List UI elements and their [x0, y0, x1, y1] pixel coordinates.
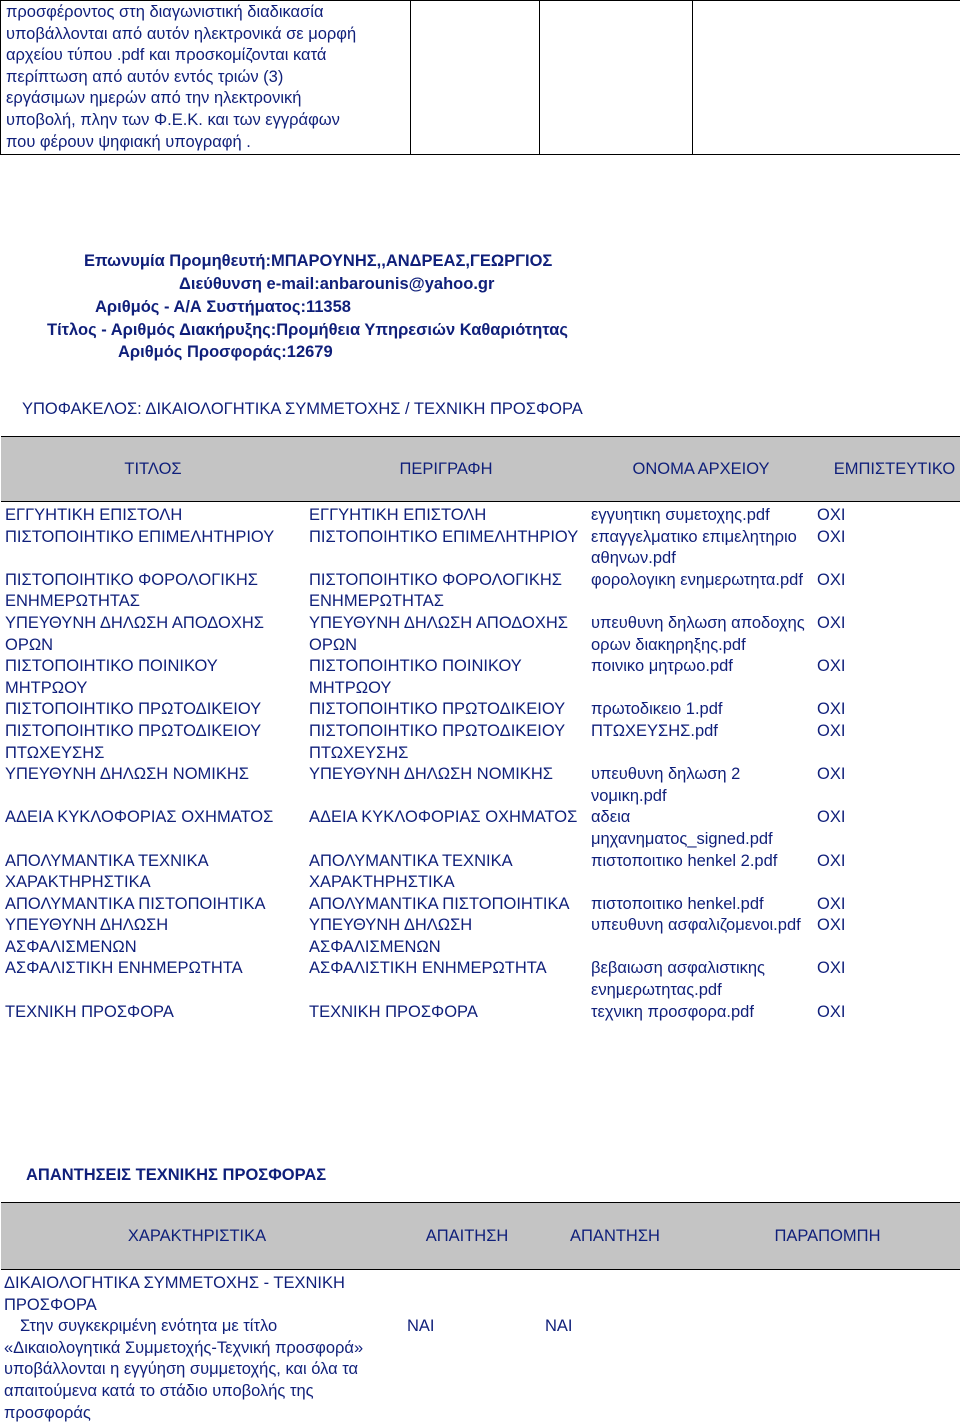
doc-description-cell: ΤΕΧΝΙΚΗ ΠΡΟΣΦΟΡΑ	[309, 1002, 478, 1021]
top-line: προσφέροντος στη διαγωνιστική διαδικασία	[6, 3, 324, 21]
doc-confidential-cell: ΟΧΙ	[817, 765, 846, 784]
doc-confidential-cell: ΟΧΙ	[817, 570, 846, 589]
response-reference	[689, 1316, 960, 1424]
doc-filename-cell: ποινικο μητρωο.pdf	[591, 657, 733, 676]
col-header-description: ΠΕΡΙΓΡΑΦΗ	[305, 437, 587, 502]
doc-filename-cell: υπευθυνη ασφαλιζομενοι.pdf	[591, 916, 801, 935]
envelope-title: ΥΠΟΦΑΚΕΛΟΣ: ΔΙΚΑΙΟΛΟΓΗΤΙΚΑ ΣΥΜΜΕΤΟΧΗΣ / ΤΕΧΝΙΚΗ ΠΡΟΣΦΟΡΑ	[22, 400, 583, 418]
doc-description-cell: ΥΠΕΥΘΥΝΗ ΔΗΛΩΣΗ ΑΣΦΑΛΙΣΜΕΝΩΝ	[309, 916, 473, 956]
table-row	[1, 1002, 960, 1024]
doc-confidential-cell: ΟΧΙ	[817, 916, 846, 935]
table-row	[1, 894, 960, 916]
doc-description-cell: ΑΠΟΛΥΜΑΝΤΙΚΑ ΠΙΣΤΟΠΟΙΗΤΙΚΑ	[309, 894, 570, 913]
doc-description-cell: ΠΙΣΤΟΠΟΙΗΤΙΚΟ ΠΡΩΤΟΔΙΚΕΙΟΥ ΠΤΩΧΕΥΣΗΣ	[309, 721, 565, 762]
table-row	[1, 807, 960, 850]
doc-confidential-cell: ΟΧΙ	[817, 1002, 846, 1021]
top-line: υποβάλλονται από αυτόν ηλεκτρονικά σε μορφή	[6, 24, 357, 43]
doc-title-cell: ΥΠΕΥΘΥΝΗ ΔΗΛΩΣΗ ΑΠΟΔΟΧΗΣ ΟΡΩΝ	[5, 613, 264, 654]
doc-filename-cell: βεβαιωση ασφαλιστικης ενημερωτητας.pdf	[591, 959, 765, 1000]
doc-confidential-cell: ΟΧΙ	[817, 700, 846, 719]
doc-title-cell: ΤΕΧΝΙΚΗ ΠΡΟΣΦΟΡΑ	[5, 1002, 174, 1021]
doc-filename-cell: πιστοποιτικο henkel.pdf	[591, 894, 764, 913]
doc-description-cell: ΑΔΕΙΑ ΚΥΚΛΟΦΟΡΙΑΣ ΟΧΗΜΑΤΟΣ	[309, 808, 578, 827]
documents-header-row	[1, 437, 960, 502]
doc-title-cell: ΑΔΕΙΑ ΚΥΚΛΟΦΟΡΙΑΣ ΟΧΗΜΑΤΟΣ	[5, 808, 274, 827]
doc-filename-cell: πιστοποιτικο henkel 2.pdf	[591, 851, 778, 870]
top-text-cell	[1, 1, 411, 155]
doc-filename-cell: εγγυητικη συμετοχης.pdf	[591, 506, 770, 524]
doc-description-cell: ΑΠΟΛΥΜΑΝΤΙΚΑ ΤΕΧΝΙΚΑ ΧΑΡΑΚΤΗΡΗΣΤΙΚΑ	[309, 851, 512, 892]
table-row	[1, 958, 960, 1001]
table-row	[1, 699, 960, 721]
response-text: Στην συγκεκριμένη ενότητα με τίτλο «Δικαιολογητικά Συμμετοχής-Τεχνική προσφορά» υποβάλλονται η εγγύηση συμμετοχής, και όλα τα απαιτούμενα κατά το στάδιο υποβολής της προσφοράς	[4, 1317, 364, 1422]
response-answer: ΝΑΙ	[545, 1317, 573, 1336]
response-row	[1, 1316, 960, 1424]
tender-title: Τίτλος - Αριθμός Διακήρυξης:Προμήθεια Υπηρεσιών Καθαριότητας	[47, 321, 568, 339]
supplier-name: Επωνυμία Προμηθευτή:ΜΠΑΡΟΥΝΗΣ,,ΑΝΔΡΕΑΣ,ΓΕΩΡΓΙΟΣ	[84, 252, 553, 270]
col-header-reference: ΠΑΡΑΠΟΜΠΗ	[689, 1203, 960, 1270]
top-empty-cell	[693, 1, 960, 155]
col-header-confidential: ΕΜΠΙΣΤΕΥΤΙΚΟ	[815, 437, 960, 502]
top-partial-table	[0, 0, 960, 155]
documents-table	[1, 436, 960, 1023]
doc-title-cell: ΑΣΦΑΛΙΣΤΙΚΗ ΕΝΗΜΕΡΩΤΗΤΑ	[5, 959, 243, 978]
responses-header-row	[1, 1203, 960, 1270]
doc-confidential-cell: ΟΧΙ	[817, 721, 846, 740]
doc-filename-cell: φορολογικη ενημερωτητα.pdf	[591, 570, 803, 589]
doc-filename-cell: υπευθυνη δηλωση 2 νομικη.pdf	[591, 765, 741, 805]
col-header-requirement: ΑΠΑΙΤΗΣΗ	[393, 1203, 541, 1270]
responses-title: ΑΠΑΝΤΗΣΕΙΣ ΤΕΧΝΙΚΗΣ ΠΡΟΣΦΟΡΑΣ	[26, 1166, 327, 1184]
doc-confidential-cell: ΟΧΙ	[817, 959, 846, 978]
table-row	[1, 851, 960, 894]
doc-title-cell: ΑΠΟΛΥΜΑΝΤΙΚΑ ΤΕΧΝΙΚΑ ΧΑΡΑΚΤΗΡΗΣΤΙΚΑ	[5, 851, 208, 892]
col-header-characteristics: ΧΑΡΑΚΤΗΡΙΣΤΙΚΑ	[1, 1203, 393, 1270]
top-line: αρχείου τύπου .pdf και προσκομίζονται κατά	[6, 46, 327, 65]
offer-number: Αριθμός Προσφοράς:12679	[118, 343, 333, 361]
top-line: που φέρουν ψηφιακή υπογραφή .	[6, 132, 251, 151]
system-number: Αριθμός - Α/Α Συστήματος:11358	[95, 298, 351, 316]
doc-title-cell: ΠΙΣΤΟΠΟΙΗΤΙΚΟ ΦΟΡΟΛΟΓΙΚΗΣ ΕΝΗΜΕΡΩΤΗΤΑΣ	[5, 570, 258, 611]
doc-confidential-cell: ΟΧΙ	[817, 851, 846, 870]
responses-table	[1, 1202, 960, 1424]
section-title: ΔΙΚΑΙΟΛΟΓΗΤΙΚΑ ΣΥΜΜΕΤΟΧΗΣ - ΤΕΧΝΙΚΗ ΠΡΟΣΦΟΡΑ	[4, 1274, 345, 1314]
doc-filename-cell: αδεια μηχανηματος_signed.pdf	[591, 808, 773, 848]
table-row	[1, 505, 960, 527]
top-empty-cell	[540, 1, 693, 155]
col-header-title: ΤΙΤΛΟΣ	[1, 437, 305, 502]
doc-filename-cell: επαγγελματικο επιμελητηριο αθηνων.pdf	[591, 527, 797, 568]
doc-title-cell: ΠΙΣΤΟΠΟΙΗΤΙΚΟ ΕΠΙΜΕΛΗΤΗΡΙΟΥ	[5, 527, 275, 546]
doc-description-cell: ΕΓΓΥΗΤΙΚΗ ΕΠΙΣΤΟΛΗ	[309, 506, 487, 524]
top-empty-cell	[411, 1, 540, 155]
supplier-email: Διεύθυνση e-mail:anbarounis@yahoo.gr	[179, 275, 495, 293]
table-row	[1, 721, 960, 764]
table-row	[1, 527, 960, 570]
doc-confidential-cell: ΟΧΙ	[817, 657, 846, 676]
doc-title-cell: ΠΙΣΤΟΠΟΙΗΤΙΚΟ ΠΟΙΝΙΚΟΥ ΜΗΤΡΩΟΥ	[5, 657, 218, 697]
doc-description-cell: ΠΙΣΤΟΠΟΙΗΤΙΚΟ ΦΟΡΟΛΟΓΙΚΗΣ ΕΝΗΜΕΡΩΤΗΤΑΣ	[309, 570, 562, 611]
top-line: εργάσιμων ημερών από την ηλεκτρονική	[6, 89, 302, 108]
response-requirement: ΝΑΙ	[407, 1317, 435, 1336]
doc-title-cell: ΕΓΓΥΗΤΙΚΗ ΕΠΙΣΤΟΛΗ	[5, 506, 183, 524]
col-header-filename: ΟΝΟΜΑ ΑΡΧΕΙΟΥ	[587, 437, 815, 502]
table-row	[1, 570, 960, 613]
table-row	[1, 613, 960, 656]
doc-description-cell: ΥΠΕΥΘΥΝΗ ΔΗΛΩΣΗ ΑΠΟΔΟΧΗΣ ΟΡΩΝ	[309, 613, 568, 654]
doc-confidential-cell: ΟΧΙ	[817, 894, 846, 913]
doc-description-cell: ΠΙΣΤΟΠΟΙΗΤΙΚΟ ΠΡΩΤΟΔΙΚΕΙΟΥ	[309, 700, 566, 719]
table-row	[1, 764, 960, 807]
doc-confidential-cell: ΟΧΙ	[817, 808, 846, 827]
doc-title-cell: ΑΠΟΛΥΜΑΝΤΙΚΑ ΠΙΣΤΟΠΟΙΗΤΙΚΑ	[5, 894, 266, 913]
doc-description-cell: ΥΠΕΥΘΥΝΗ ΔΗΛΩΣΗ ΝΟΜΙΚΗΣ	[309, 765, 554, 784]
table-row	[1, 915, 960, 958]
doc-title-cell: ΥΠΕΥΘΥΝΗ ΔΗΛΩΣΗ ΑΣΦΑΛΙΣΜΕΝΩΝ	[5, 916, 169, 956]
doc-confidential-cell: ΟΧΙ	[817, 527, 846, 546]
doc-title-cell: ΠΙΣΤΟΠΟΙΗΤΙΚΟ ΠΡΩΤΟΔΙΚΕΙΟΥ	[5, 700, 262, 719]
doc-title-cell: ΠΙΣΤΟΠΟΙΗΤΙΚΟ ΠΡΩΤΟΔΙΚΕΙΟΥ ΠΤΩΧΕΥΣΗΣ	[5, 721, 261, 762]
doc-description-cell: ΠΙΣΤΟΠΟΙΗΤΙΚΟ ΠΟΙΝΙΚΟΥ ΜΗΤΡΩΟΥ	[309, 657, 522, 697]
top-line: περίπτωση από αυτόν εντός τριών (3)	[6, 67, 284, 86]
doc-title-cell: ΥΠΕΥΘΥΝΗ ΔΗΛΩΣΗ ΝΟΜΙΚΗΣ	[5, 765, 250, 784]
doc-description-cell: ΑΣΦΑΛΙΣΤΙΚΗ ΕΝΗΜΕΡΩΤΗΤΑ	[309, 959, 547, 978]
table-row	[1, 656, 960, 699]
col-header-answer: ΑΠΑΝΤΗΣΗ	[541, 1203, 689, 1270]
doc-filename-cell: υπευθυνη δηλωση αποδοχης ορων διακηρηξης.pdf	[591, 613, 805, 654]
section-row	[1, 1273, 960, 1316]
doc-confidential-cell: ΟΧΙ	[817, 506, 846, 524]
doc-filename-cell: τεχνικη προσφορα.pdf	[591, 1002, 754, 1021]
doc-description-cell: ΠΙΣΤΟΠΟΙΗΤΙΚΟ ΕΠΙΜΕΛΗΤΗΡΙΟΥ	[309, 527, 579, 546]
top-line: υποβολή, πλην των Φ.Ε.Κ. και των εγγράφων	[6, 110, 340, 129]
doc-filename-cell: πρωτοδικειο 1.pdf	[591, 700, 723, 719]
doc-confidential-cell: ΟΧΙ	[817, 613, 846, 632]
doc-filename-cell: ΠΤΩΧΕΥΣΗΣ.pdf	[591, 721, 718, 740]
